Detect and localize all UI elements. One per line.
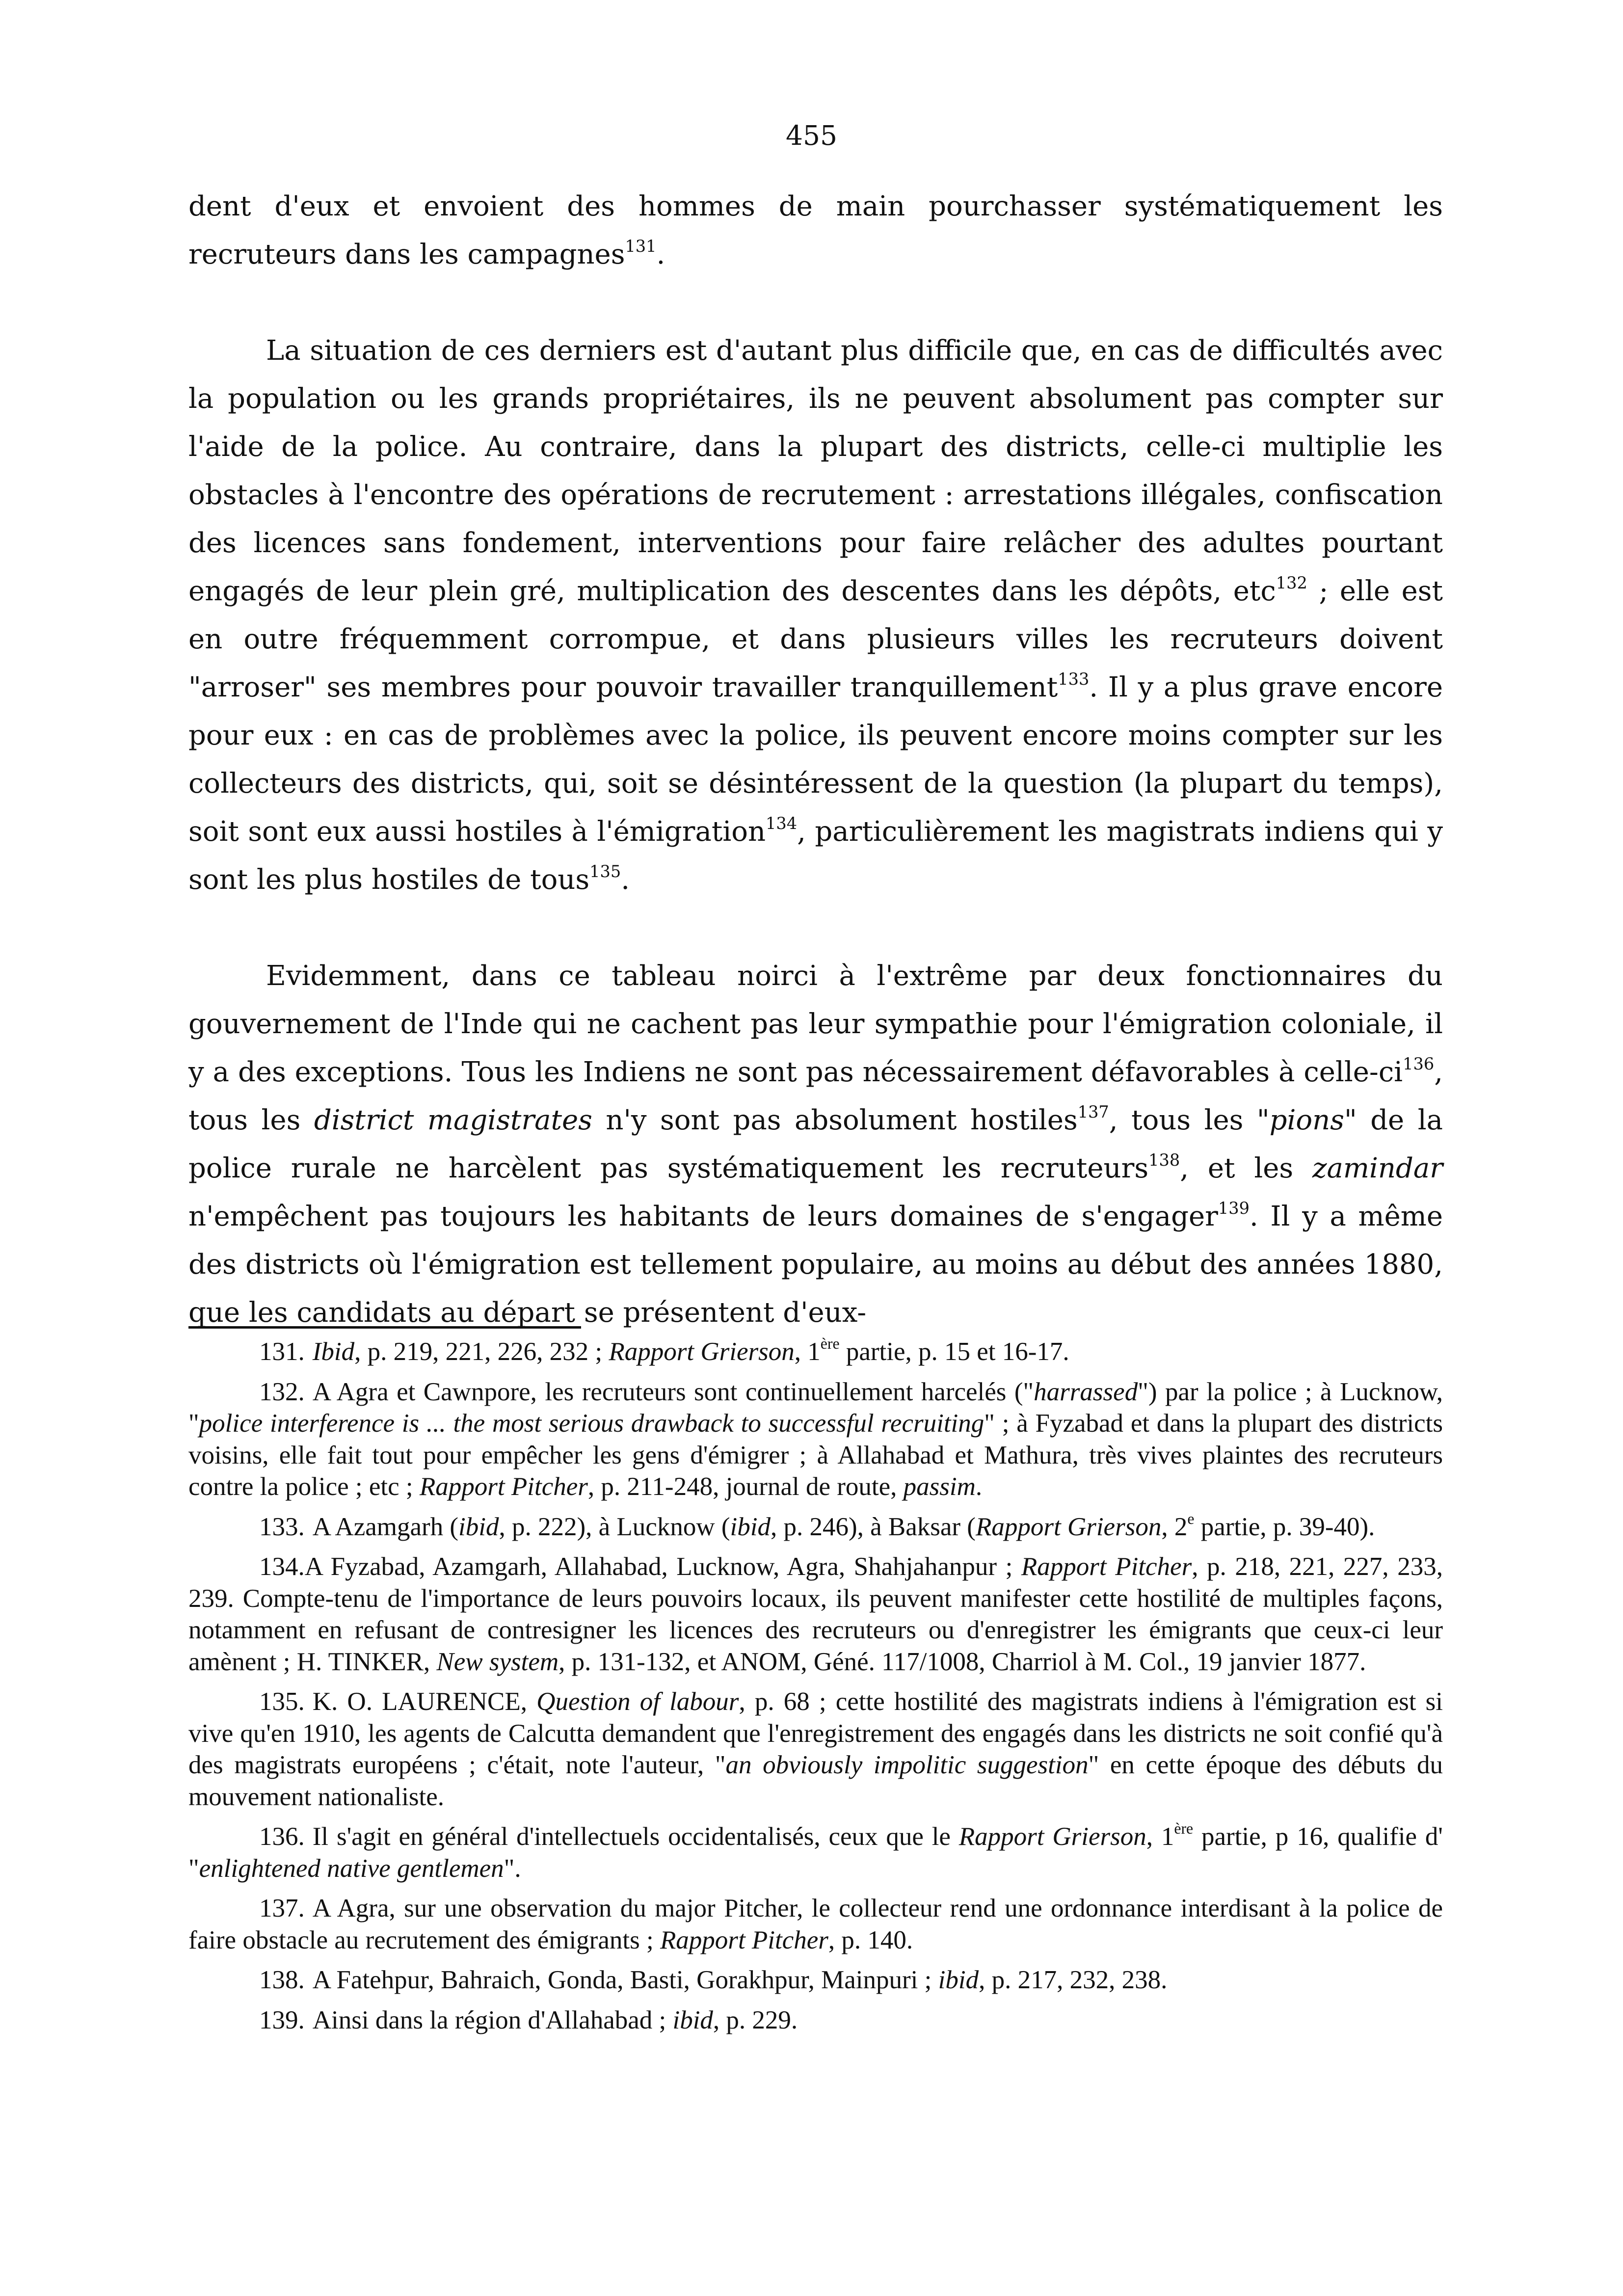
footnote-139: 139. Ainsi dans la région d'Allahabad ; ibid, p. 229. xyxy=(259,2005,798,2034)
italic-term: district magistrates xyxy=(314,1104,592,1136)
paragraph-1: dent d'eux et envoient des hommes de main pourchasser systématiquement les recruteurs dans les campagnes$^{131}$. xyxy=(188,190,1443,270)
footnote-number: 136. xyxy=(259,1822,305,1851)
footnote-136: 136. Il s'agit en général d'intellectuels occidentalisés, ceux que le Rapport Grierson, 1ère partie, p 16, qualifie d' "enlightened native gentlemen". xyxy=(188,1820,1443,1883)
footnote-ref-139[interactable]: 139 xyxy=(1218,1198,1250,1218)
footnote-ref-132[interactable]: 132 xyxy=(1276,573,1307,592)
footnote-number: 131. xyxy=(259,1337,305,1366)
page-number: 455 xyxy=(786,120,837,151)
footnote-number: 133. xyxy=(259,1512,305,1541)
footnote-number: 135. xyxy=(259,1687,305,1716)
footnotes xyxy=(188,1336,1443,2044)
paragraph-2: La situation de ces derniers est d'autant plus difficile que, en cas de difficultés avec la population ou les grands propriétaires, ils ne peuvent absolument pas compter sur l'aide de la police. Au contraire, dans la plupart des districts, celle-ci multiplie les obstacles à l'encontre des opérations de recrutement : arrestations illégales, confiscation des licences sans fondement, interventions pour faire relâcher des adultes pourtant engagés de leur plein gré, multiplication des descentes dans les dépôts, etc$^{132}$ ; elle est en outre fréquemment corrompue, et dans plusieurs villes les recruteurs doivent "arroser" ses membres pour pouvoir travailler tranquillement$^{133}$. Il y a plus grave encore pour eux : en cas de problèmes avec la police, ils peuvent encore moins compter sur les collecteurs des districts, qui, soit se désintéressent de la question (la plupart du temps), soit sont eux aussi hostiles à l'émigration$^{134}$, particulièrement les magistrats indiens qui y sont les plus hostiles de tous$^{135}$. xyxy=(188,335,1443,896)
footnote-138: 138. A Fatehpur, Bahraich, Gonda, Basti, Gorakhpur, Mainpuri ; ibid, p. 217, 232, 238. xyxy=(259,1966,1168,1994)
footnote-ref-134[interactable]: 134 xyxy=(766,813,798,833)
footnote-ref-133[interactable]: 133 xyxy=(1058,669,1090,689)
body-text xyxy=(188,183,1443,1337)
footnote-number: 137. xyxy=(259,1894,305,1922)
footnote-separator xyxy=(188,1326,581,1329)
paragraph-3: Evidemment, dans ce tableau noirci à l'extrême par deux fonctionnaires du gouvernement de l'Inde qui ne cachent pas leur sympathie pour l'émigration coloniale, il y a des exceptions. Tous les Indiens ne sont pas nécessairement défavorables à celle-$ci^{136}$, tous les district magistrates n'y sont pas absolument hostiles$^{137}$, tous les "pions" de la police rurale ne harcèlent pas systématiquement les recruteurs$^{138}$, et les zamindar n'empêchent pas toujours les habitants de leurs domaines de s'engager$^{139}$. Il y a même des districts où l'émigration est tellement populaire, au moins au début des années 1880, que les candidats au départ se présentent d'eux- xyxy=(188,960,1443,1329)
footnote-135: 135. K. O. LAURENCE, Question of labour, p. 68 ; cette hostilité des magistrats indiens à l'émigration est si vive qu'en 1910, les agents de Calcutta demandent que l'enregistrement des engagés dans les districts ne soit confié qu'à des magistrats européens ; c'était, note l'auteur, "an obviously impolitic suggestion" en cette époque des débuts du mouvement nationaliste. xyxy=(188,1687,1443,1811)
footnote-ref-138[interactable]: 138 xyxy=(1148,1150,1180,1170)
footnote-ref-135[interactable]: 135 xyxy=(589,861,621,881)
footnote-131: 131. Ibid, p. 219, 221, 226, 232 ; Rapport Grierson, 1ère partie, p. 15 et 16-17. xyxy=(259,1335,1069,1366)
footnote-137: 137. A Agra, sur une observation du major Pitcher, le collecteur rend une ordonnance interdisant à la police de faire obstacle au recrutement des émigrants ; Rapport Pitcher, p. 140. xyxy=(188,1894,1443,1954)
footnote-ref-136[interactable]: 136 xyxy=(1403,1054,1435,1073)
italic-term: zamindar xyxy=(1312,1152,1443,1184)
footnote-ref-137[interactable]: 137 xyxy=(1077,1102,1109,1121)
footnote-number: 139. xyxy=(259,2005,305,2034)
footnote-134: 134.A Fyzabad, Azamgarh, Allahabad, Lucknow, Agra, Shahjahanpur ; Rapport Pitcher, p. 218, 221, 227, 233, 239. Compte-tenu de l'importance de leurs pouvoirs locaux, ils peuvent manifester cette hostilité de multiples façons, notamment en refusant de contresigner les licences des recruteurs ou d'enregistrer les émigrants que ceux-ci leur amènent ; H. TINKER, New system, p. 131-132, et ANOM, Géné. 117/1008, Charriol à M. Col., 19 janvier 1877. xyxy=(188,1552,1443,1676)
footnote-number: 134. xyxy=(259,1552,305,1581)
footnote-number: 138. xyxy=(259,1966,305,1994)
italic-term: pions xyxy=(1269,1104,1344,1136)
footnote-132: 132. A Agra et Cawnpore, les recruteurs sont continuellement harcelés ("harrassed") par la police ; à Lucknow, "police interference is ... the most serious drawback to successful recruiting" ; à Fyzabad et dans la plupart des districts voisins, elle fait tout pour empêcher les gens d'émigrer ; à Allahabad et Mathura, très vives plaintes des recruteurs contre la police ; etc ; Rapport Pitcher, p. 211-248, journal de route, passim. xyxy=(188,1377,1443,1501)
footnote-133: 133. A Azamgarh (ibid, p. 222), à Lucknow (ibid, p. 246), à Baksar (Rapport Grierson, 2e partie, p. 39-40). xyxy=(259,1510,1375,1541)
footnote-number: 132. xyxy=(259,1377,305,1406)
footnote-ref-131[interactable]: 131 xyxy=(625,236,657,256)
